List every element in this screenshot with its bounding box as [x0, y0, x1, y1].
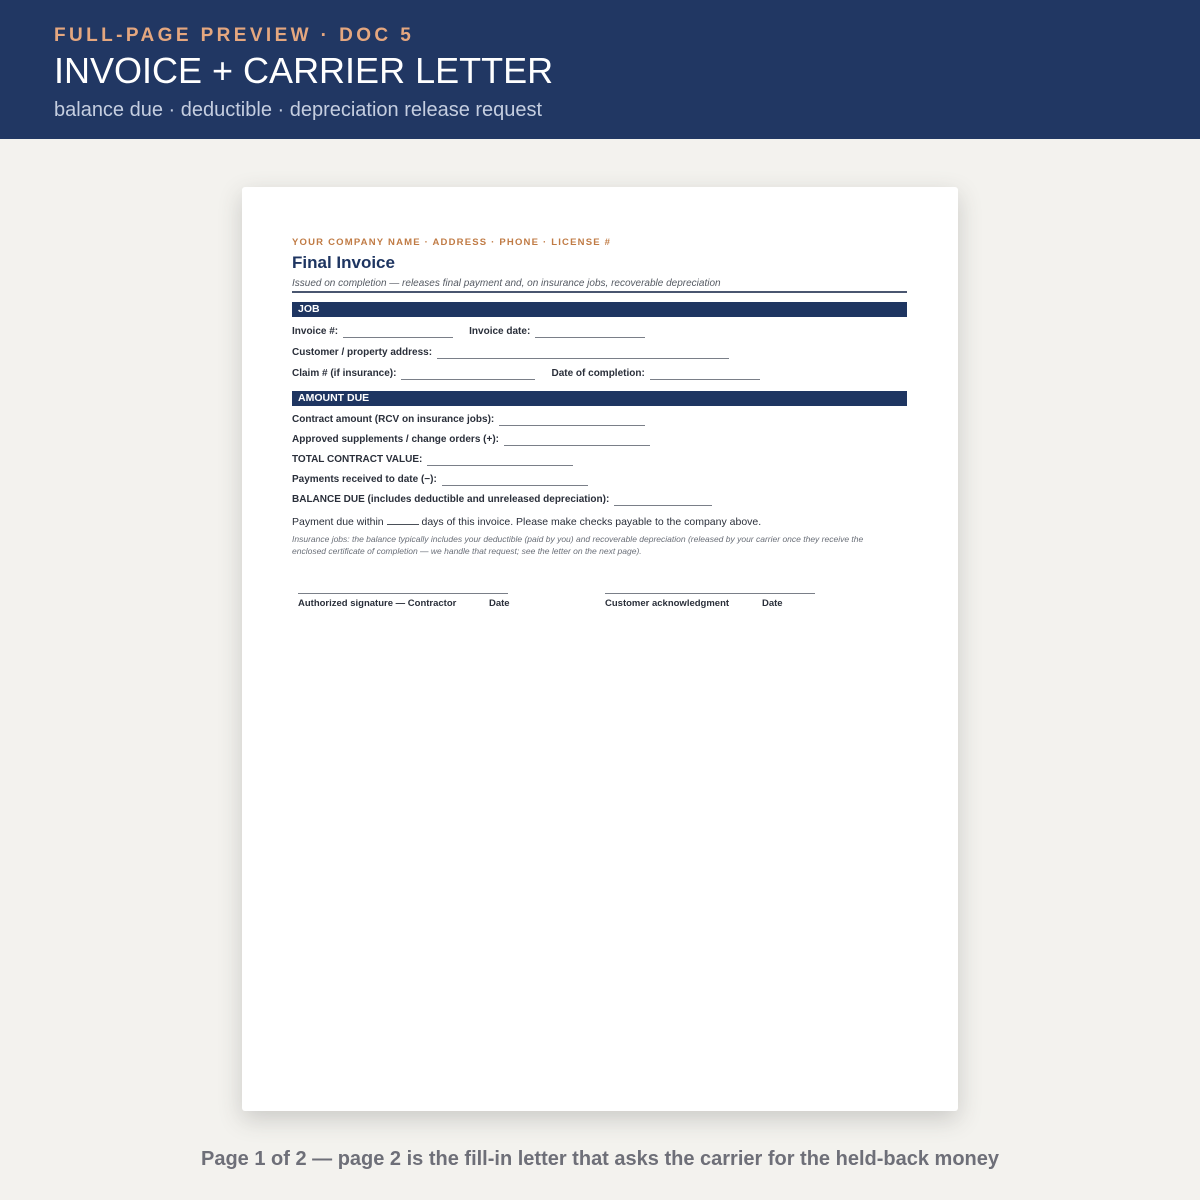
claim-row — [292, 368, 907, 380]
invoice-body — [292, 237, 907, 557]
banner-title: INVOICE + CARRIER LETTER — [54, 50, 554, 91]
banner-subtitle: balance due · deductible · depreciation release request — [54, 99, 543, 121]
payment-terms-before: Payment due within — [292, 516, 384, 528]
supplements-row — [292, 434, 907, 446]
preview-banner — [0, 0, 1200, 139]
section-header-job: JOB — [292, 302, 907, 317]
payments-field[interactable] — [442, 475, 588, 486]
completion-date-label: Date of completion: — [551, 368, 645, 379]
section-header-amount: AMOUNT DUE — [292, 391, 907, 406]
completion-date-field[interactable] — [650, 369, 760, 380]
payment-days-field[interactable] — [387, 514, 419, 525]
balance-field[interactable] — [614, 495, 712, 506]
contractor-signature-line[interactable] — [298, 593, 510, 609]
contract-row — [292, 414, 907, 426]
supplements-label: Approved supplements / change orders (+): — [292, 434, 499, 445]
invoice-row — [292, 326, 907, 338]
address-label: Customer / property address: — [292, 347, 433, 358]
supplements-field[interactable] — [504, 435, 650, 446]
total-label: TOTAL CONTRACT VALUE: — [292, 454, 423, 465]
contract-field[interactable] — [499, 415, 645, 426]
claim-label: Claim # (if insurance): — [292, 368, 397, 379]
invoice-date-label: Invoice date: — [469, 326, 531, 337]
banner-kicker: FULL-PAGE PREVIEW · DOC 5 — [54, 25, 415, 46]
contract-label: Contract amount (RCV on insurance jobs): — [292, 414, 495, 425]
contractor-date-label: Date — [489, 598, 510, 609]
balance-row — [292, 494, 907, 506]
payment-terms — [292, 514, 907, 528]
invoice-number-field[interactable] — [343, 327, 453, 338]
document-subtitle: Issued on completion — releases final payment and, on insurance jobs, recoverable depreciation — [292, 278, 907, 293]
total-field[interactable] — [427, 455, 573, 466]
invoice-number-label: Invoice #: — [292, 326, 339, 337]
insurance-note: Insurance jobs: the balance typically includes your deductible (paid by you) and recoverable depreciation (released by your carrier once they receive the enclosed certificate of completion — we handle that request; see the letter on the next page). — [292, 534, 864, 556]
signature-area — [298, 593, 858, 623]
page-caption: Page 1 of 2 — page 2 is the fill-in letter that asks the carrier for the held-back money — [200, 1148, 999, 1170]
payments-row — [292, 474, 907, 486]
payments-label: Payments received to date (−): — [292, 474, 437, 485]
contractor-signature-label: Authorized signature — Contractor — [298, 598, 457, 609]
customer-signature-label: Customer acknowledgment — [605, 598, 730, 609]
address-field[interactable] — [437, 348, 729, 359]
document-page — [242, 187, 958, 1111]
address-row — [292, 347, 907, 359]
customer-date-label: Date — [762, 598, 783, 609]
payment-terms-after: days of this invoice. Please make checks payable to the company above. — [421, 516, 762, 528]
balance-label: BALANCE DUE (includes deductible and unreleased depreciation): — [292, 494, 610, 505]
invoice-date-field[interactable] — [535, 327, 645, 338]
customer-signature-line[interactable] — [605, 593, 815, 609]
total-row — [292, 454, 907, 466]
company-line: YOUR COMPANY NAME · ADDRESS · PHONE · LICENSE # — [292, 237, 612, 248]
document-title: Final Invoice — [292, 253, 395, 272]
claim-field[interactable] — [401, 369, 535, 380]
